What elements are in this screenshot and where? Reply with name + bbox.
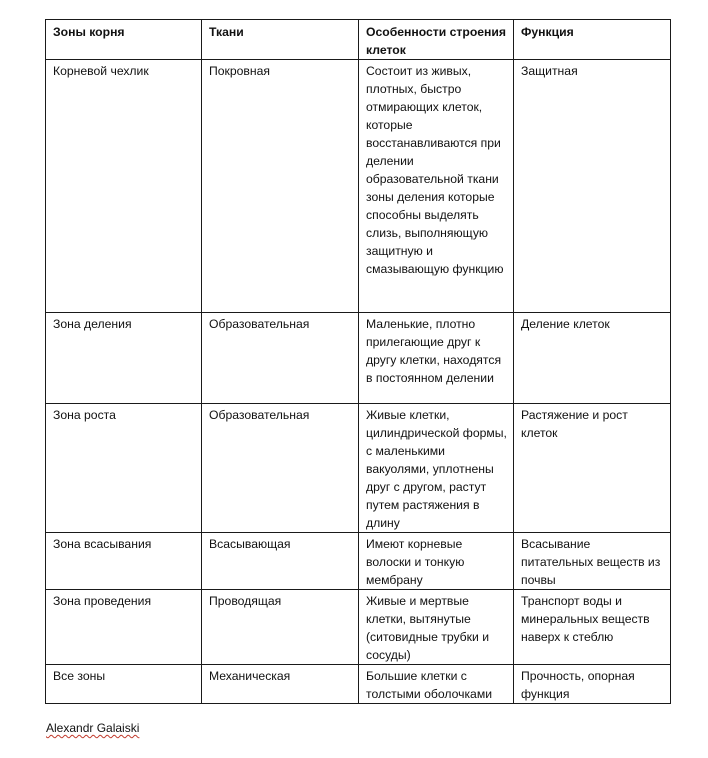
table-header-row — [46, 20, 671, 60]
table-row — [46, 590, 671, 665]
cell-function: Прочность, опорная функция — [514, 665, 671, 704]
cell-zone: Зона деления — [46, 313, 202, 404]
cell-features: Состоит из живых, плотных, быстро отмирающих клеток, которые восстанавливаются при делении образовательной ткани зоны деления которые способны выделять слизь, выполняющую защитную и смазывающую функцию — [359, 60, 514, 313]
table-row — [46, 60, 671, 313]
cell-function: Транспорт воды и минеральных веществ наверх к стеблю — [514, 590, 671, 665]
cell-function: Деление клеток — [514, 313, 671, 404]
table-row — [46, 665, 671, 704]
cell-function: Всасывание питательных веществ из почвы — [514, 533, 671, 590]
cell-tissue: Механическая — [202, 665, 359, 704]
cell-zone: Зона проведения — [46, 590, 202, 665]
header-zones: Зоны корня — [46, 20, 202, 60]
cell-features: Маленькие, плотно прилегающие друг к другу клетки, находятся в постоянном делении — [359, 313, 514, 404]
root-zones-table — [45, 19, 671, 704]
header-function: Функция — [514, 20, 671, 60]
cell-zone: Зона всасывания — [46, 533, 202, 590]
cell-function: Защитная — [514, 60, 671, 313]
cell-zone: Корневой чехлик — [46, 60, 202, 313]
cell-tissue: Образовательная — [202, 313, 359, 404]
cell-zone: Все зоны — [46, 665, 202, 704]
cell-features: Живые и мертвые клетки, вытянутые (ситовидные трубки и сосуды) — [359, 590, 514, 665]
table-row — [46, 313, 671, 404]
cell-function: Растяжение и рост клеток — [514, 404, 671, 533]
cell-zone: Зона роста — [46, 404, 202, 533]
table-row — [46, 533, 671, 590]
cell-features: Имеют корневые волоски и тонкую мембрану — [359, 533, 514, 590]
cell-tissue: Образовательная — [202, 404, 359, 533]
author-signature: Alexandr Galaiski — [46, 721, 140, 735]
header-cell-features: Особенности строения клеток — [359, 20, 514, 60]
header-tissues: Ткани — [202, 20, 359, 60]
cell-features: Живые клетки, цилиндрической формы, с маленькими вакуолями, уплотнены друг с другом, растут путем растяжения в длину — [359, 404, 514, 533]
table-row — [46, 404, 671, 533]
cell-tissue: Проводящая — [202, 590, 359, 665]
cell-features: Большие клетки с толстыми оболочками — [359, 665, 514, 704]
cell-tissue: Всасывающая — [202, 533, 359, 590]
cell-tissue: Покровная — [202, 60, 359, 313]
